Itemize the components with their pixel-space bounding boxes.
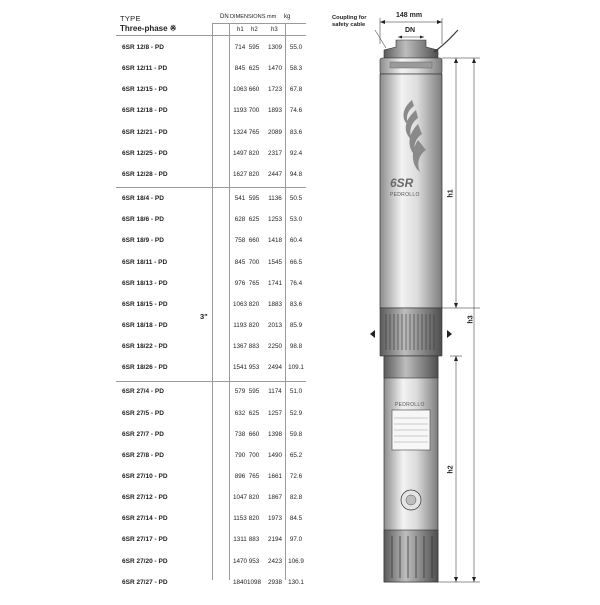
weight-cell: 109.1 [288, 364, 304, 372]
h2-cell: 625 [248, 409, 260, 417]
h2-cell: 765 [248, 279, 260, 287]
table-row [112, 552, 306, 573]
h3-cell: 1741 [267, 279, 282, 287]
h2-cell: 700 [248, 258, 260, 266]
weight-cell: 60.4 [289, 237, 303, 245]
model-cell: 6SR 18/4 - PD [122, 195, 164, 203]
dimensions-table [112, 12, 306, 592]
model-cell: 6SR 27/12 - PD [122, 494, 168, 502]
weight-cell: 98.8 [289, 343, 303, 351]
h2-cell: 660 [248, 237, 260, 245]
weight-cell: 53.0 [289, 216, 303, 224]
h2-cell: 625 [248, 216, 260, 224]
h3-cell: 2194 [267, 536, 282, 544]
coupling-leader [375, 30, 386, 48]
table-row [112, 573, 306, 594]
h3-cell: 2317 [267, 149, 282, 157]
model-cell: 6SR 18/15 - PD [122, 300, 168, 308]
weight-cell: 84.5 [289, 515, 303, 523]
table-row [112, 358, 306, 379]
h1-header: h1 [237, 27, 244, 33]
h1-cell: 1497 [232, 149, 247, 157]
table-row [112, 316, 306, 337]
h2-cell: 953 [248, 557, 260, 565]
weight-cell: 67.8 [289, 86, 303, 94]
coupling-label: Coupling for safety cable [332, 15, 367, 28]
model-cell: 6SR 27/14 - PD [122, 515, 168, 523]
model-cell: 6SR 12/8 - PD [122, 44, 164, 51]
h2-cell: 953 [248, 364, 260, 372]
model-cell: 6SR 27/7 - PD [122, 430, 164, 438]
dn-label: DN [405, 27, 416, 34]
weight-cell: 65.2 [289, 451, 303, 459]
model-cell: 6SR 27/27 - PD [122, 578, 168, 586]
table-row [112, 509, 306, 530]
h2-cell: 660 [248, 86, 260, 94]
h1-cell: 758 [234, 237, 246, 245]
pump-diagram [330, 0, 600, 600]
table-row [112, 59, 306, 80]
dn-dimension [398, 36, 424, 39]
h1-cell: 1153 [233, 515, 247, 523]
header-rule [212, 23, 306, 24]
weight-cell: 51.0 [289, 388, 303, 396]
model-cell: 6SR 18/18 - PD [122, 321, 168, 329]
h2-cell: 660 [248, 430, 260, 438]
model-cell: 6SR 18/11 - PD [122, 258, 168, 266]
h3-cell: 1174 [268, 388, 282, 396]
h1-cell: 976 [234, 279, 246, 287]
motor-brand: PEDROLLO [395, 402, 425, 408]
pump-drawing [330, 0, 600, 600]
h3-cell: 1545 [267, 258, 282, 266]
h3-cell: 1398 [267, 430, 282, 438]
pump-body [380, 74, 442, 308]
h3-cell: 2447 [267, 170, 282, 178]
table-row [112, 253, 306, 274]
h1-cell: 1063 [232, 300, 247, 308]
power-cable [434, 30, 458, 52]
model-cell: 6SR 27/8 - PD [122, 451, 164, 459]
h2-cell: 700 [248, 107, 260, 115]
model-cell: 6SR 18/26 - PD [122, 364, 168, 372]
table-row [112, 231, 306, 252]
weight-cell: 92.4 [289, 149, 303, 157]
table-row [112, 274, 306, 295]
weight-cell: 50.5 [289, 195, 303, 203]
h1-cell: 1541 [232, 364, 247, 372]
h3-cell: 1661 [267, 473, 282, 480]
weight-cell: 83.6 [289, 128, 303, 136]
weight-cell: 106.9 [288, 557, 304, 565]
model-cell: 6SR 27/20 - PD [122, 557, 168, 565]
weight-cell: 55.0 [289, 44, 303, 51]
joint-marker-right [447, 330, 452, 338]
model-cell: 6SR 27/17 - PD [122, 536, 168, 544]
model-cell: 6SR 12/18 - PD [122, 107, 168, 115]
table-row [112, 488, 306, 509]
h1-label: h1 [447, 189, 455, 198]
h3-cell: 2013 [267, 321, 282, 329]
kg-header: kg [284, 14, 291, 20]
h3-header: h3 [271, 27, 278, 33]
h2-cell: 1098 [246, 578, 261, 586]
h1-cell: 541 [234, 195, 246, 203]
h2-cell: 595 [248, 195, 260, 203]
h3-cell: 1893 [267, 107, 282, 115]
width-label: 148 mm [396, 12, 423, 19]
h3-cell: 1418 [267, 237, 282, 245]
table-row [112, 123, 306, 144]
table-row [112, 530, 306, 551]
model-cell: 6SR 12/11 - PD [122, 65, 168, 73]
model-cell: 6SR 27/10 - PD [122, 473, 168, 480]
h3-cell: 1257 [267, 409, 282, 417]
h2-cell: 820 [248, 515, 260, 523]
table-row [112, 101, 306, 122]
type-header: TYPE [120, 14, 141, 23]
h2-cell: 820 [248, 149, 260, 157]
model-cell: 6SR 12/25 - PD [122, 149, 168, 157]
weight-cell: 130.1 [288, 578, 304, 586]
h2-cell: 595 [248, 44, 260, 51]
h2-cell: 625 [248, 65, 260, 73]
weight-cell: 94.8 [289, 170, 303, 178]
h1-cell: 1193 [233, 107, 247, 115]
h1-cell: 896 [234, 473, 246, 480]
h2-cell: 820 [248, 494, 260, 502]
table-row [112, 446, 306, 467]
intake-screen [380, 308, 442, 356]
weight-cell: 97.0 [289, 536, 303, 544]
h2-cell: 700 [248, 451, 260, 459]
model-cell: 6SR 12/28 - PD [122, 170, 168, 178]
h3-cell: 1883 [267, 300, 282, 308]
h3-cell: 1253 [267, 216, 282, 224]
table-row [112, 165, 306, 186]
h3-cell: 1490 [267, 451, 282, 459]
h1-cell: 1470 [232, 557, 247, 565]
table-row [112, 144, 306, 165]
motor-port-inner [406, 495, 416, 505]
h2-header: h2 [251, 27, 258, 33]
table-row [112, 337, 306, 358]
table-row [112, 80, 306, 101]
model-cell: 6SR 18/6 - PD [122, 216, 164, 224]
h3-cell: 2938 [267, 578, 282, 586]
h3-cell: 1309 [267, 44, 282, 51]
h2-cell: 820 [248, 321, 260, 329]
dn-header: DN [220, 14, 229, 20]
h3-cell: 2089 [267, 128, 282, 136]
table-row [112, 382, 306, 403]
h1-cell: 1193 [233, 321, 247, 329]
h3-cell: 1723 [267, 86, 282, 94]
h3-label: h3 [467, 315, 475, 324]
model-cell: 6SR 12/21 - PD [122, 128, 168, 136]
h1-cell: 1324 [232, 128, 247, 136]
h1-cell: 1627 [232, 170, 247, 178]
model-cell: 6SR 18/22 - PD [122, 343, 168, 351]
pump-logo: 6SR [390, 176, 414, 190]
h2-cell: 820 [248, 170, 260, 178]
h1-cell: 1840 [232, 578, 247, 586]
three-phase-header: Three-phase ※ [120, 24, 177, 33]
weight-cell: 66.5 [289, 258, 303, 266]
h1-cell: 845 [234, 258, 246, 266]
weight-cell: 85.9 [289, 321, 303, 329]
h1-cell: 579 [234, 388, 246, 396]
h1-cell: 1047 [232, 494, 247, 502]
h1-cell: 628 [234, 216, 246, 224]
h1-cell: 632 [234, 409, 246, 417]
h1-cell: 1063 [232, 86, 247, 94]
h1-cell: 1311 [233, 536, 247, 544]
h1-cell: 790 [234, 451, 246, 459]
dimensions-header: DIMENSIONS mm [230, 14, 277, 20]
discharge-head [384, 40, 438, 58]
h3-cell: 2250 [267, 343, 282, 351]
h3-cell: 1973 [267, 515, 282, 523]
weight-cell: 59.8 [289, 430, 303, 438]
h3-cell: 1470 [267, 65, 282, 73]
weight-cell: 72.6 [289, 473, 303, 480]
h3-cell: 2494 [267, 364, 282, 372]
h1-cell: 1367 [232, 343, 247, 351]
h1-cell: 738 [234, 430, 246, 438]
h2-cell: 883 [248, 343, 260, 351]
h3-cell: 1867 [267, 494, 282, 502]
joint-marker-left [370, 330, 375, 338]
table-row [112, 210, 306, 231]
motor-head [384, 356, 438, 378]
table-row [112, 295, 306, 316]
h2-cell: 765 [248, 473, 260, 480]
h2-label: h2 [447, 465, 455, 474]
weight-cell: 52.9 [289, 409, 303, 417]
pump-brand: PEDROLLO [390, 192, 420, 198]
h3-cell: 2423 [267, 557, 282, 565]
h1-cell: 845 [234, 65, 246, 73]
weight-cell: 58.3 [289, 65, 303, 73]
weight-cell: 74.6 [289, 107, 303, 115]
table-row [112, 38, 306, 59]
weight-cell: 76.4 [289, 279, 303, 287]
table-row [112, 425, 306, 446]
model-cell: 6SR 18/9 - PD [122, 237, 164, 245]
table-row [112, 467, 306, 488]
collar-slots [390, 62, 432, 68]
h1-cell: 714 [234, 44, 246, 51]
h2-cell: 595 [248, 388, 260, 396]
h2-cell: 765 [248, 128, 260, 136]
model-cell: 6SR 18/13 - PD [122, 279, 168, 287]
h3-cell: 1136 [268, 195, 282, 203]
h2-cell: 883 [248, 536, 260, 544]
weight-cell: 82.8 [289, 494, 303, 502]
header-rule [116, 35, 306, 36]
table-row [112, 189, 306, 210]
model-cell: 6SR 27/5 - PD [122, 409, 164, 417]
weight-cell: 83.6 [289, 300, 303, 308]
h2-cell: 820 [248, 300, 260, 308]
table-row [112, 404, 306, 425]
dn-value: 3" [200, 312, 208, 321]
model-cell: 6SR 12/15 - PD [122, 86, 168, 94]
model-cell: 6SR 27/4 - PD [122, 388, 164, 396]
